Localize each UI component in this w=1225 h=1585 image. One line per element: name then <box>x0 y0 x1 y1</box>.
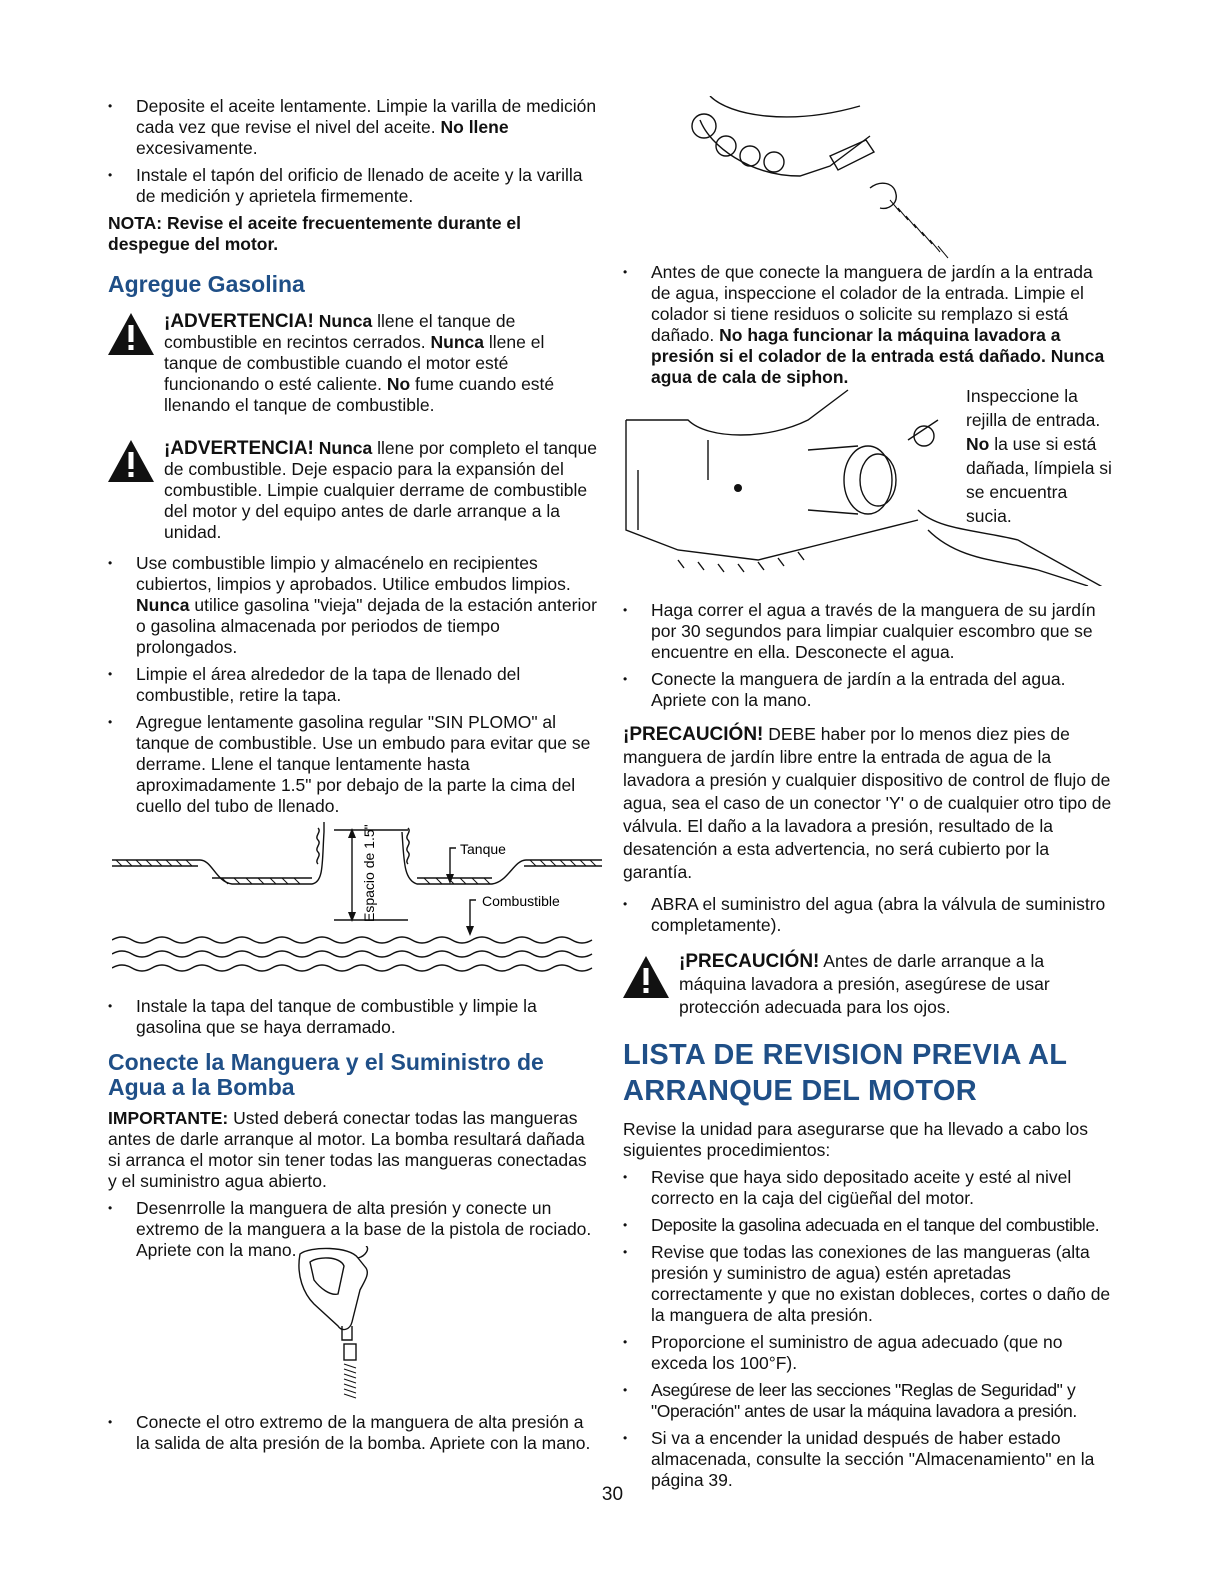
strainer-caption: Inspeccione la rejilla de entrada. No la use si está dañada, límpiela si se encuentra sucia. <box>966 386 1112 526</box>
checklist <box>623 1167 1113 1491</box>
fuel-steps-list <box>108 553 598 817</box>
heading-conecte-manguera: Conecte la Manguera y el Suministro de Agua a la Bomba <box>108 1049 544 1100</box>
right-column <box>623 262 1113 394</box>
list-item: • Desenrrolle la manguera de alta presión y conecte un extremo de la manguera a la base de la pistola de rociado. Apriete con la mano. <box>108 1198 598 1261</box>
heading-checklist: LISTA DE REVISION PREVIA AL ARRANQUE DEL MOTOR <box>623 1039 1067 1107</box>
inlet-inspect-list <box>623 262 1113 388</box>
warning-tag: ¡ADVERTENCIA! <box>164 311 314 332</box>
right-column-mid <box>623 600 1113 1497</box>
list-item: • Revise que todas las conexiones de las mangueras (alta presión y suministro de agua) estén apretadas correctamente y que no existan dobleces, cortes o daño de la manguera de alta presión. <box>623 1242 1113 1326</box>
list-item: • Si va a encender la unidad después de haber estado almacenada, consulte la sección "Almacenamiento" en la página 39. <box>623 1428 1113 1491</box>
list-item: • Proporcione el suministro de agua adecuado (que no exceda los 100°F). <box>623 1332 1113 1374</box>
fuel-label: Combustible <box>482 893 560 909</box>
warning-triangle-icon <box>623 956 669 998</box>
importante-paragraph: IMPORTANTE: Usted deberá conectar todas las mangueras antes de darle arranque al motor. La bomba resultará dañada si arranca el motor sin tener todas las mangueras conectadas y el suministro agua abierto. <box>108 1108 587 1191</box>
warning-triangle-icon <box>108 440 154 482</box>
list-item: • Limpie el área alrededor de la tapa de llenado del combustible, retire la tapa. <box>108 664 598 706</box>
checklist-intro: Revise la unidad para asegurarse que ha llevado a cabo los siguientes procedimientos: <box>623 1119 1089 1160</box>
left-column-lower <box>108 996 598 1267</box>
list-item: • Deposite la gasolina adecuada en el tanque del combustible. <box>623 1215 1113 1236</box>
list-item: • Conecte la manguera de jardín a la entrada del agua. Apriete con la mano. <box>623 669 1113 711</box>
hose-outlet-list <box>108 1412 598 1454</box>
left-column-bottom <box>108 1412 598 1460</box>
nota-text: NOTA: Revise el aceite frecuentemente durante el despegue del motor. <box>108 213 522 254</box>
no-llene-bold: No llene <box>440 117 509 137</box>
fuel-tank-diagram <box>112 822 602 982</box>
warning-block-2: ¡ADVERTENCIA! Nunca llene por completo el tanque de combustible. Deje espacio para la expansión del combustible. Limpie cualquier derrame de combustible del motor y del equipo antes de darle arranque a la unidad. <box>108 438 598 543</box>
warning-tag: ¡ADVERTENCIA! <box>164 438 314 459</box>
warning-block-1: ¡ADVERTENCIA! Nunca llene el tanque de combustible en recintos cerrados. Nunca llene el tanque de combustible cuando el motor esté funcionando o esté caliente. No fume cuando esté llenando el tanque de combustible. <box>108 311 598 416</box>
list-item: • Asegúrese de leer las secciones "Reglas de Seguridad" y "Operación" antes de usar la máquina lavadora a presión. <box>623 1380 1113 1422</box>
warning-triangle-icon <box>108 313 154 355</box>
list-item: • Conecte el otro extremo de la manguera de alta presión a la salida de alta presión de la bomba. Apriete con la mano. <box>108 1412 598 1454</box>
spray-gun-diagram <box>280 1246 390 1406</box>
caution-block-2: ¡PRECAUCIÓN! Antes de darle arranque a la máquina lavadora a presión, asegúrese de usar protección adecuada para los ojos. <box>623 950 1113 1019</box>
tank-label: Tanque <box>460 841 506 857</box>
space-label: Espacio de 1.5" <box>361 824 377 922</box>
open-water-list <box>623 894 1113 936</box>
caution-tag: ¡PRECAUCIÓN! <box>623 724 764 745</box>
oil-steps-list <box>108 96 598 207</box>
list-item: • Haga correr el agua a través de la manguera de su jardín por 30 segundos para limpiar cualquier escombro que se encuentre en ella. Desconecte el agua. <box>623 600 1113 663</box>
heading-agregue-gasolina: Agregue Gasolina <box>108 271 305 297</box>
list-item: • Revise que haya sido depositado aceite y esté al nivel correcto en la caja del cigüeñal del motor. <box>623 1167 1113 1209</box>
list-item: • Deposite el aceite lentamente. Limpie la varilla de medición cada vez que revise el nivel del aceite. No llene excesivamente. <box>108 96 598 159</box>
pump-inlet-diagram <box>670 96 1030 262</box>
cap-step-list <box>108 996 598 1038</box>
list-item: • Instale la tapa del tanque de combustible y limpie la gasolina que se haya derramado. <box>108 996 598 1038</box>
left-column <box>108 96 598 823</box>
list-item: • Agregue lentamente gasolina regular "SIN PLOMO" al tanque de combustible. Use un embudo para evitar que se derrame. Llene el tanque lentamente hasta aproximadamente 1.5" por debajo de la parte la cima del cuello del tubo de llenado. <box>108 712 598 817</box>
flush-steps-list <box>623 600 1113 711</box>
page-number: 30 <box>601 1484 624 1505</box>
list-item: • Use combustible limpio y almacénelo en recipientes cubiertos, limpios y aprobados. Utilice embudos limpios. Nunca utilice gasolina "vieja" dejada de la estación anterior o gasolina almacenada por periodos de tiempo prolongados. <box>108 553 598 658</box>
list-item: • ABRA el suministro del agua (abra la válvula de suministro completamente). <box>623 894 1113 936</box>
caution-tag: ¡PRECAUCIÓN! <box>679 951 820 972</box>
list-item: • Antes de que conecte la manguera de jardín a la entrada de agua, inspeccione el colador de la entrada. Limpie el colador si tiene residuos o solicite su remplazo si está dañado. No haga funcionar la máquina lavadora a presión si el colador de la entrada está dañado. Nunca agua de cala de siphon. <box>623 262 1113 388</box>
list-item: • Instale el tapón del orificio de llenado de aceite y la varilla de medición y aprietela firmemente. <box>108 165 598 207</box>
caution-paragraph: ¡PRECAUCIÓN! DEBE haber por lo menos diez pies de manguera de jardín libre entre la entrada de agua de la lavadora a presión y cualquier dispositivo de control de flujo de agua, sea el caso de un conector 'Y' o de cualquier otro tipo de válvula. El daño a la lavadora a presión, resultado de la desatención a esta advertencia, no será cubierto por la garantía. <box>623 724 1112 882</box>
